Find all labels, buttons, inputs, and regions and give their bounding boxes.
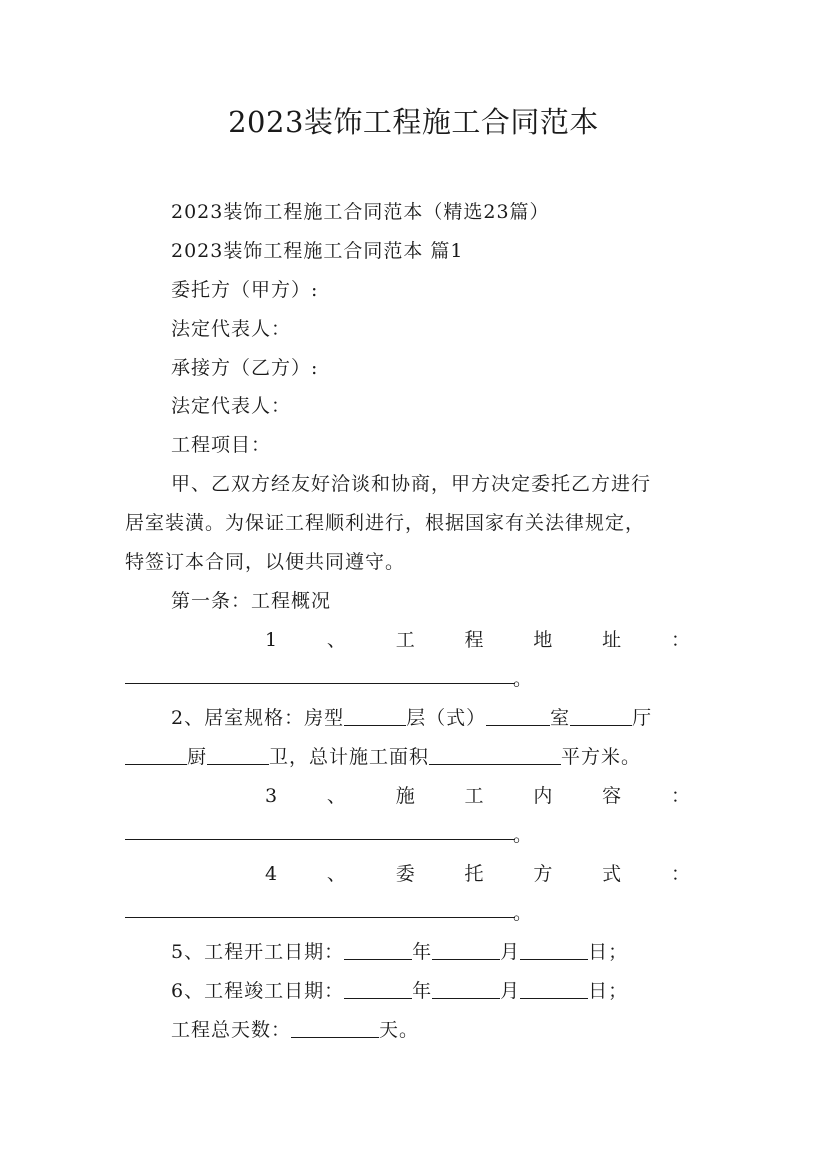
party-b-label: 承接方（乙方）: [171, 357, 319, 379]
chapter-heading: 2023装饰工程施工合同范本 篇1 [171, 240, 464, 262]
paragraph-line: 居室装潢。为保证工程顺利进行，根据国家有关法律规定， [125, 512, 646, 534]
label: 5、工程开工日期： [171, 941, 345, 963]
char: 1 [265, 629, 278, 651]
char: ： [670, 629, 690, 651]
paragraph-line: 甲、乙双方经友好洽谈和协商，甲方决定委托乙方进行 [171, 473, 652, 495]
char: 3 [265, 785, 278, 807]
item-5-start-date [171, 939, 628, 965]
blank-field [429, 744, 561, 765]
subtitle: 2023装饰工程施工合同范本（精选23篇） [171, 201, 550, 223]
blank-method [125, 897, 515, 918]
article-heading: 第一条：工程概况 [171, 590, 332, 612]
label: 年 [412, 980, 433, 1002]
char: 委 [395, 863, 415, 885]
blank-field [432, 939, 500, 960]
item-2-line-1 [171, 705, 652, 731]
blank-field [432, 978, 500, 999]
item-3-heading [265, 783, 690, 809]
item-6-end-date [171, 978, 628, 1004]
char: ： [670, 863, 690, 885]
char: 施 [395, 785, 415, 807]
char: 容 [602, 785, 622, 807]
label: 天。 [379, 1019, 420, 1041]
label: 月 [500, 941, 521, 963]
label: 工程总天数： [171, 1019, 292, 1041]
end-mark: 。 [513, 902, 534, 924]
char: 4 [265, 863, 278, 885]
blank-field [520, 978, 588, 999]
char: 程 [464, 629, 484, 651]
blank-field [291, 1017, 379, 1038]
char: ： [670, 785, 690, 807]
paragraph-line: 特签订本合同，以便共同遵守。 [125, 551, 406, 573]
label: 月 [500, 980, 521, 1002]
blank-field [570, 705, 632, 726]
label: 卫，总计施工面积 [269, 746, 430, 768]
blank-field [520, 939, 588, 960]
document-title: 2023装饰工程施工合同范本 [228, 105, 599, 139]
char: 托 [464, 863, 484, 885]
blank-field [207, 744, 269, 765]
char: 式 [602, 863, 622, 885]
label: 6、工程竣工日期： [171, 980, 345, 1002]
label: 日； [588, 980, 629, 1002]
label: 厨 [187, 746, 208, 768]
char: 方 [533, 863, 553, 885]
blank-field [486, 705, 550, 726]
label: 2、居室规格：房型 [171, 707, 345, 729]
char: 工 [395, 629, 415, 651]
blank-field [344, 705, 406, 726]
label: 平方米。 [561, 746, 642, 768]
end-mark: 。 [513, 824, 534, 846]
party-a-label: 委托方（甲方）: [171, 279, 319, 301]
blank-address [125, 663, 515, 684]
blank-field [344, 978, 412, 999]
label: 层（式） [406, 707, 487, 729]
char: 址 [602, 629, 622, 651]
blank-content [125, 819, 515, 840]
char: 内 [533, 785, 553, 807]
label: 室 [550, 707, 571, 729]
project-label: 工程项目： [171, 434, 272, 456]
party-a-rep-label: 法定代表人： [171, 318, 292, 340]
end-mark: 。 [513, 668, 534, 690]
char: 工 [464, 785, 484, 807]
item-4-heading [265, 861, 690, 887]
char: 地 [533, 629, 553, 651]
blank-field [125, 744, 187, 765]
char: 、 [326, 863, 346, 885]
label: 年 [412, 941, 433, 963]
total-days [171, 1017, 419, 1043]
label: 日； [588, 941, 629, 963]
item-2-line-2 [125, 744, 641, 770]
char: 、 [326, 785, 346, 807]
party-b-rep-label: 法定代表人： [171, 395, 292, 417]
label: 厅 [632, 707, 653, 729]
blank-field [344, 939, 412, 960]
item-1-heading [265, 627, 690, 653]
char: 、 [326, 629, 346, 651]
